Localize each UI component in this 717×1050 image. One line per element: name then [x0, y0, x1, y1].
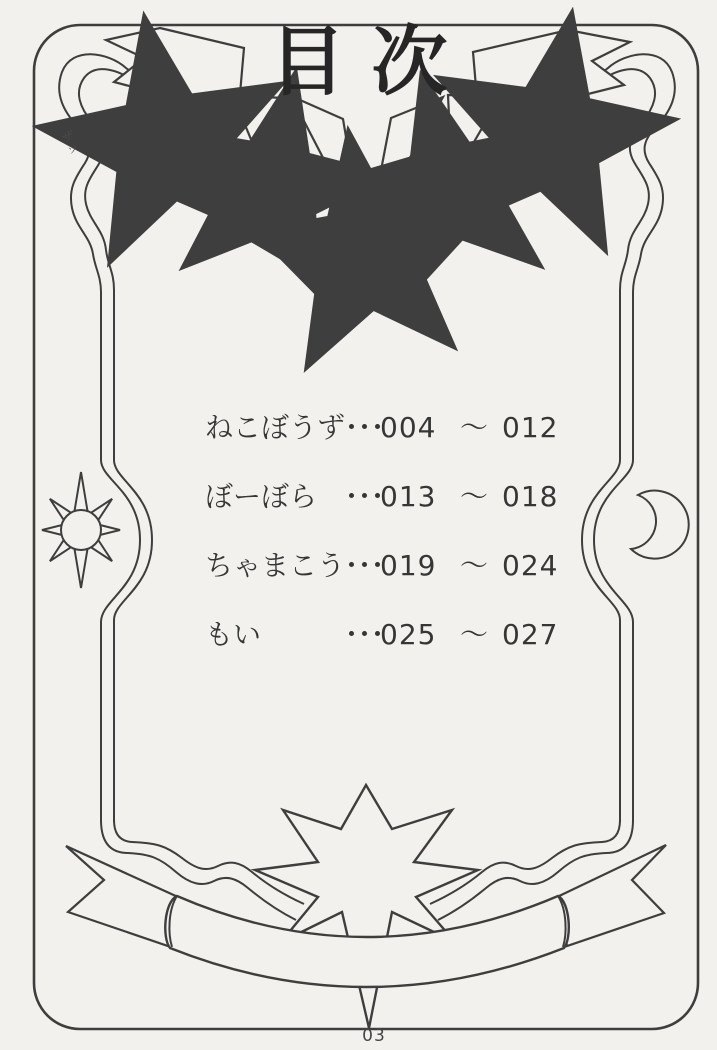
toc-entry-end-page: 027 [502, 618, 559, 651]
small-star-icons [130, 100, 585, 286]
toc-entry-name: ぼーぼら [205, 480, 318, 513]
sun-icon [42, 472, 120, 588]
toc-entry-end-page: 012 [502, 411, 559, 444]
toc-entry [205, 544, 565, 582]
large-star-decoration [255, 785, 478, 1028]
toc-entry-name: もい [205, 618, 262, 651]
toc-entry [205, 406, 565, 444]
toc-entry-dots: ・・・ [338, 413, 377, 444]
toc-entry-name: ちゃまこう [205, 549, 346, 582]
toc-entry-dots: ・・・ [338, 482, 377, 513]
toc-entry [205, 613, 565, 651]
toc-entry-name: ねこぼうず [205, 411, 346, 444]
toc-entry-end-page: 018 [502, 480, 559, 513]
table-of-contents [205, 406, 565, 682]
toc-entry-start-page: 019 [380, 549, 437, 582]
toc-entry-start-page: 025 [380, 618, 437, 651]
page-number: 03 [362, 1026, 386, 1046]
toc-entry-range-mark: ～ [459, 618, 488, 651]
handwritten-sfx: ザッ [56, 128, 79, 160]
toc-entry-end-page: 024 [502, 549, 559, 582]
toc-entry [205, 475, 565, 513]
toc-entry-range-mark: ～ [459, 549, 488, 582]
toc-entry-start-page: 004 [380, 411, 437, 444]
toc-entry-dots: ・・・ [338, 620, 377, 651]
toc-entry-range-mark: ～ [459, 411, 488, 444]
toc-entry-range-mark: ～ [459, 480, 488, 513]
moon-icon [631, 491, 689, 559]
page-title: 目次 [269, 17, 474, 106]
toc-entry-dots: ・・・ [338, 551, 377, 582]
toc-entry-start-page: 013 [380, 480, 437, 513]
